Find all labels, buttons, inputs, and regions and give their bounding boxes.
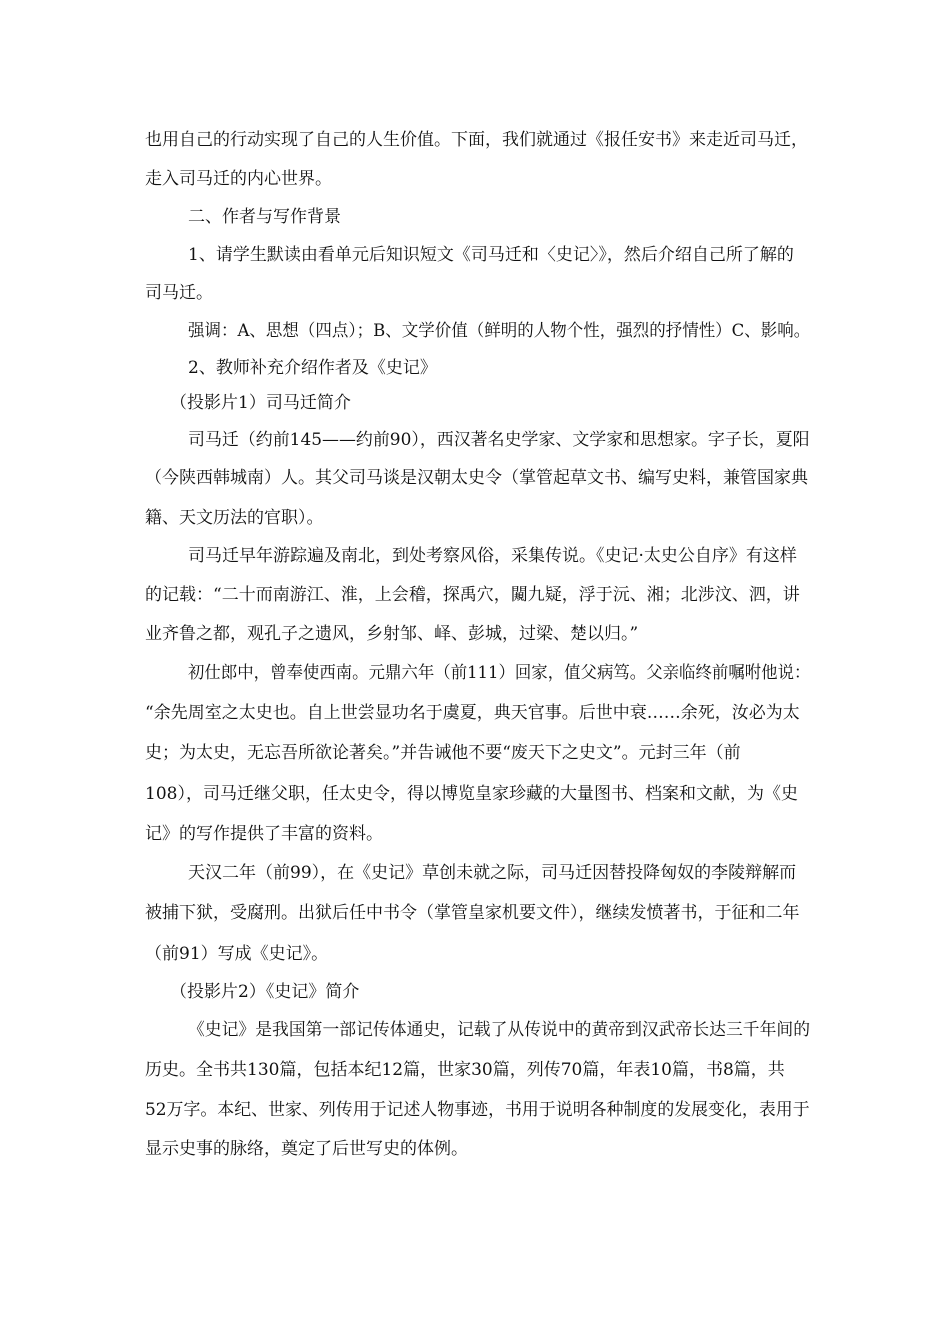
- text-line: 业齐鲁之都，观孔子之遗风，乡射邹、峄、彭城，过梁、楚以归。”: [145, 624, 639, 644]
- text-line: 史；为太史，无忘吾所欲论著矣。”并告诫他不要“废天下之史文”。元封三年（前: [145, 743, 741, 763]
- text-line: （前91）写成《史记》。: [145, 944, 329, 964]
- section-heading: 二、作者与写作背景: [188, 207, 341, 227]
- text-line: 2、教师补充介绍作者及《史记》: [188, 358, 437, 378]
- text-line: 被捕下狱，受腐刑。出狱后任中书令（掌管皇家机要文件），继续发愤著书，于征和二年: [145, 903, 800, 923]
- text-line: 籍、天文历法的官职）。: [145, 508, 324, 528]
- slide-heading: （投影片2）《史记》简介: [170, 982, 360, 1002]
- text-line: 1、请学生默读由看单元后知识短文《司马迁和〈史记〉》，然后介绍自己所了解的: [188, 245, 794, 265]
- text-line: “余先周室之太史也。自上世尝显功名于虞夏，典天官事。后世中衰……余死，汝必为太: [145, 703, 800, 723]
- text-line: 《史记》是我国第一部记传体通史，记载了从传说中的黄帝到汉武帝长达三千年间的: [188, 1020, 811, 1040]
- text-line: 司马迁早年游踪遍及南北，到处考察风俗，采集传说。《史记·太史公自序》有这样: [188, 546, 797, 566]
- text-line: 初仕郎中，曾奉使西南。元鼎六年（前111）回家，值父病笃。父亲临终前嘱咐他说：: [188, 663, 811, 683]
- text-line: 司马迁（约前145——约前90），西汉著名史学家、文学家和思想家。字子长，夏阳: [188, 430, 810, 450]
- text-line: 108），司马迁继父职，任太史令，得以博览皇家珍藏的大量图书、档案和文献，为《史: [145, 784, 798, 804]
- text-line: 强调：A、思想（四点）；B、文学价值（鲜明的人物个性，强烈的抒情性）C、影响。: [188, 321, 811, 341]
- text-line: 52万字。本纪、世家、列传用于记述人物事迹，书用于说明各种制度的发展变化，表用于: [145, 1100, 810, 1120]
- text-line: 走入司马迁的内心世界。: [145, 169, 332, 189]
- text-line: 也用自己的行动实现了自己的人生价值。下面，我们就通过《报任安书》来走近司马迁，: [145, 130, 808, 150]
- slide-heading: （投影片1）司马迁简介: [170, 393, 351, 413]
- text-line: 记》的写作提供了丰富的资料。: [145, 824, 383, 844]
- text-line: 的记载：“二十而南游江、淮，上会稽，探禹穴，闚九疑，浮于沅、湘；北涉汶、泗，讲: [145, 585, 800, 605]
- text-line: （今陕西韩城南）人。其父司马谈是汉朝太史令（掌管起草文书、编写史料，兼管国家典: [145, 468, 808, 488]
- text-line: 显示史事的脉络，奠定了后世写史的体例。: [145, 1139, 468, 1159]
- text-line: 天汉二年（前99），在《史记》草创未就之际，司马迁因替投降匈奴的李陵辩解而: [188, 863, 797, 883]
- text-line: 司马迁。: [145, 283, 213, 303]
- text-line: 历史。全书共130篇，包括本纪12篇，世家30篇，列传70篇，年表10篇，书8篇，共: [145, 1060, 785, 1080]
